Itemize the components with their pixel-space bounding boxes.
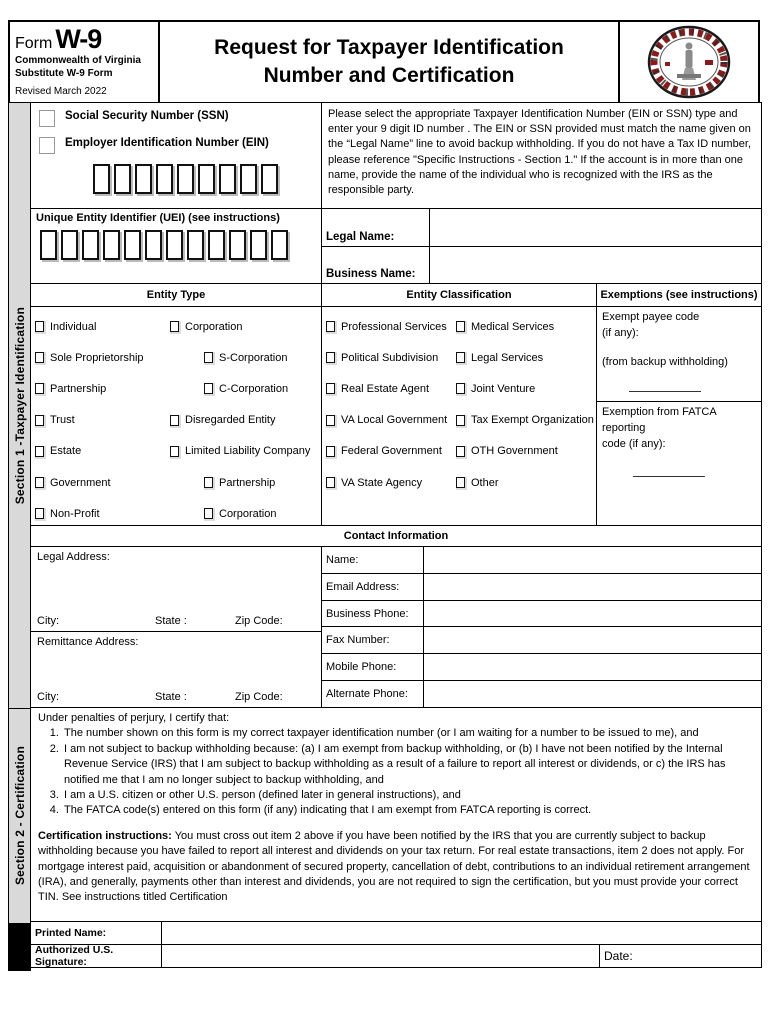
checkbox-icon[interactable] [326, 446, 335, 457]
entity-row [30, 283, 762, 526]
contact-row: Email Address: [322, 573, 761, 600]
certification-item: 1. The number shown on this form is my correct taxpayer identification number (or I am waiting for a number to be issued to me), and [62, 726, 754, 741]
form-title-line1: Request for Taxpayer Identification [214, 35, 564, 59]
zip-label: Zip Code: [235, 615, 283, 627]
tin-digit-box[interactable] [240, 164, 257, 194]
checkbox-icon[interactable] [35, 477, 44, 488]
entity-classification-option[interactable]: VA Local Government [326, 405, 456, 436]
legal-name-row [322, 209, 761, 246]
tin-digit-boxes [39, 164, 313, 194]
date-cell[interactable] [599, 945, 761, 967]
entity-classification-option[interactable]: Tax Exempt Organization [456, 405, 592, 436]
state-label: State : [155, 615, 187, 627]
remittance-address-cell[interactable] [31, 632, 321, 707]
entity-type-header: Entity Type [31, 284, 321, 307]
tin-select-box [30, 102, 322, 209]
entity-classification-option[interactable]: Other [456, 467, 592, 498]
contact-header: Contact Information [30, 525, 762, 547]
entity-type-option[interactable]: Sole Proprietorship [35, 342, 170, 373]
perjury-intro: Under penalties of perjury, I certify that: [38, 712, 230, 724]
printed-name-row [30, 921, 762, 945]
business-name-field[interactable] [430, 247, 761, 284]
ssn-label: Social Security Number (SSN) [65, 110, 229, 122]
checkbox-icon[interactable] [35, 508, 44, 519]
entity-classification-option[interactable]: Federal Government [326, 436, 456, 467]
names-box [321, 208, 762, 284]
fatca-line2: code (if any): [602, 437, 666, 450]
entity-type-option[interactable]: Partnership [35, 373, 170, 404]
entity-type-option[interactable]: Corporation [170, 311, 315, 342]
entity-classification-option[interactable]: Medical Services [456, 311, 592, 342]
checkbox-icon[interactable] [326, 477, 335, 488]
tin-instructions: Please select the appropriate Taxpayer Identification Number (EIN or SSN) type and enter your 9 digit ID number . The EIN or SSN provided must match the name given on the “Legal Name” line to avoid backup withholding. If you do not have a Tax ID number, please reference "Specific Instructions - Section 1." If the account is in more than one name, provide the name of the individual who is recognized with the IRS as the responsible party. [321, 102, 762, 209]
certification-item: 2. I am not subject to backup withholding because: (a) I am exempt from backup withholding, or (b) I have not been notified by the Internal Revenue Service (IRS) that I am subject to backup withholding as a result of a failure to report all interest or dividends, or c) the IRS has notified me that I am no longer subject to backup withholding, and [62, 742, 754, 788]
exempt-payee-box [597, 307, 761, 402]
entity-classification-option[interactable]: OTH Government [456, 436, 592, 467]
ssn-option [39, 110, 313, 127]
uei-box [30, 208, 322, 284]
checkbox-icon[interactable] [456, 446, 465, 457]
certification-item: 4. The FATCA code(s) entered on this form (if any) indicating that I am exempt from FATCA reporting is correct. [62, 803, 754, 818]
seal-box [618, 20, 760, 104]
entity-type-option[interactable]: Government [35, 467, 170, 498]
exempt-payee-line2: (if any): [602, 326, 639, 339]
uei-digit-box[interactable] [40, 230, 57, 260]
revision-date: Revised March 2022 [15, 86, 107, 97]
certification-row [30, 707, 762, 922]
w9-form [8, 20, 762, 972]
city-label: City: [37, 691, 59, 703]
entity-type-option[interactable]: Corporation [170, 498, 315, 529]
ssn-checkbox[interactable] [39, 110, 55, 127]
address-column [30, 546, 322, 708]
contact-fields [321, 546, 762, 708]
form-id-box [8, 20, 160, 104]
tin-digit-box[interactable] [156, 164, 173, 194]
checkbox-icon[interactable] [35, 383, 44, 394]
alternate-phone-field[interactable] [424, 681, 761, 707]
entity-classification-option[interactable]: Joint Venture [456, 373, 592, 404]
checkbox-icon[interactable] [170, 415, 179, 426]
entity-classification-table [321, 283, 597, 526]
signature-row [30, 944, 762, 968]
form-title-line2: Number and Certification [263, 64, 515, 87]
tin-digit-box[interactable] [198, 164, 215, 194]
entity-type-option[interactable]: Estate [35, 436, 170, 467]
uei-digit-box[interactable] [208, 230, 225, 260]
name-field[interactable] [424, 547, 761, 573]
contact-grid [30, 546, 762, 708]
virginia-seal-icon [637, 22, 741, 102]
business-name-row [322, 246, 761, 284]
checkbox-icon[interactable] [35, 352, 44, 363]
certification-text-box [30, 707, 762, 922]
certification-item: 3. I am a U.S. citizen or other U.S. person (defined later in general instructions), and [62, 788, 754, 803]
email-field[interactable] [424, 574, 761, 600]
fatca-line1: Exemption from FATCA reporting [602, 406, 717, 434]
fatca-box [597, 402, 761, 525]
entity-type-option[interactable]: Partnership [170, 467, 315, 498]
tin-digit-box[interactable] [135, 164, 152, 194]
remittance-address-label: Remittance Address: [37, 636, 139, 648]
zip-label: Zip Code: [235, 691, 283, 703]
checkbox-icon[interactable] [326, 415, 335, 426]
uei-digit-box[interactable] [124, 230, 141, 260]
certification-list [38, 726, 754, 818]
entity-type-option[interactable]: Trust [35, 405, 170, 436]
entity-classification-option[interactable]: Real Estate Agent [326, 373, 456, 404]
signature-section-marker [8, 923, 31, 971]
entity-type-option[interactable]: Individual [35, 311, 170, 342]
entity-type-option[interactable]: Disregarded Entity [170, 405, 315, 436]
entity-classification-option[interactable]: Legal Services [456, 342, 592, 373]
exempt-payee-line3: (from backup withholding) [602, 355, 728, 368]
checkbox-icon[interactable] [204, 508, 213, 519]
entity-type-option[interactable]: Non-Profit [35, 498, 170, 529]
business-name-label: Business Name: [322, 247, 430, 284]
exempt-payee-field[interactable] [629, 391, 701, 392]
certification-instructions [38, 829, 754, 906]
ein-option [39, 137, 313, 154]
checkbox-icon[interactable] [204, 477, 213, 488]
printed-name-label: Printed Name: [31, 922, 162, 944]
tin-digit-box[interactable] [93, 164, 110, 194]
state-label: State : [155, 691, 187, 703]
tin-digit-box[interactable] [261, 164, 278, 194]
uei-digit-boxes [36, 230, 316, 260]
fatca-code-field[interactable] [633, 476, 705, 477]
legal-address-label: Legal Address: [37, 551, 110, 563]
signature-field[interactable] [162, 945, 599, 967]
form-content [30, 102, 762, 968]
entity-type-option[interactable]: S-Corporation [170, 342, 315, 373]
business-phone-field[interactable] [424, 601, 761, 627]
entity-classification-header: Entity Classification [322, 284, 596, 307]
checkbox-icon[interactable] [326, 383, 335, 394]
printed-name-field[interactable] [162, 922, 761, 944]
uei-digit-box[interactable] [250, 230, 267, 260]
tin-digit-box[interactable] [114, 164, 131, 194]
entity-type-option[interactable]: C-Corporation [170, 373, 315, 404]
form-word: Form [15, 35, 53, 52]
checkbox-icon[interactable] [456, 477, 465, 488]
legal-address-cell[interactable] [31, 547, 321, 632]
fax-number-field[interactable] [424, 627, 761, 653]
contact-row: Alternate Phone: [322, 680, 761, 707]
certification-instructions-label: Certification instructions: [38, 829, 172, 842]
uei-digit-box[interactable] [82, 230, 99, 260]
contact-header-row [30, 525, 762, 547]
checkbox-icon[interactable] [170, 446, 179, 457]
ein-checkbox[interactable] [39, 137, 55, 154]
form-title [158, 20, 620, 104]
uei-digit-box[interactable] [166, 230, 183, 260]
entity-type-option[interactable]: Limited Liability Company [170, 436, 315, 467]
section2-label: Section 2 - Certification [12, 746, 27, 886]
section1-label: Section 1 -Taxpayer Identification [12, 306, 27, 505]
contact-row: Name: [322, 547, 761, 573]
date-label: Date: [604, 949, 633, 963]
checkbox-icon[interactable] [204, 383, 213, 394]
checkbox-icon[interactable] [326, 352, 335, 363]
uei-names-row [30, 208, 762, 284]
uei-digit-box[interactable] [187, 230, 204, 260]
org-line2: Substitute W-9 Form [15, 67, 113, 79]
section1-sidebar [8, 102, 31, 709]
tin-row [30, 102, 762, 209]
checkbox-icon[interactable] [456, 321, 465, 332]
uei-digit-box[interactable] [229, 230, 246, 260]
form-header [8, 20, 762, 104]
form-body [8, 102, 762, 972]
ein-label: Employer Identification Number (EIN) [65, 137, 269, 149]
legal-name-label: Legal Name: [322, 209, 430, 246]
tin-digit-box[interactable] [177, 164, 194, 194]
legal-name-field[interactable] [430, 209, 761, 246]
section2-sidebar [8, 708, 31, 924]
checkbox-icon[interactable] [35, 446, 44, 457]
tin-digit-box[interactable] [219, 164, 236, 194]
entity-classification-option[interactable]: Professional Services [326, 311, 456, 342]
checkbox-icon[interactable] [456, 415, 465, 426]
signature-label: Authorized U.S. Signature: [31, 945, 162, 967]
checkbox-icon[interactable] [170, 321, 179, 332]
mobile-phone-field[interactable] [424, 654, 761, 680]
entity-classification-option[interactable]: Political Subdivision [326, 342, 456, 373]
uei-digit-box[interactable] [271, 230, 288, 260]
checkbox-icon[interactable] [35, 321, 44, 332]
checkbox-icon[interactable] [35, 415, 44, 426]
certification-instructions-text: You must cross out item 2 above if you have been notified by the IRS that you are currently subject to backup withholding because you have failed to report all interest and dividends on your tax return. For real estate transactions, item 2 does not apply. For mortgage interest paid, acquisition or abandonment of secured property, cancellation of debt, contributions to an individual retirement arrangement (IRA), and generally, payments other than interest and dividends, you are not required to sign the certification, but you must provide your correct TIN. See instructions titled Certification [38, 829, 750, 904]
contact-row: Mobile Phone: [322, 653, 761, 680]
form-number: W-9 [55, 24, 102, 54]
checkbox-icon[interactable] [204, 352, 213, 363]
exemptions-table [596, 283, 762, 526]
uei-label: Unique Entity Identifier (UEI) (see instructions) [36, 212, 280, 224]
exemptions-header: Exemptions (see instructions) [597, 284, 761, 307]
org-line1: Commonwealth of Virginia [15, 55, 141, 66]
checkbox-icon[interactable] [326, 321, 335, 332]
uei-digit-box[interactable] [61, 230, 78, 260]
contact-row: Business Phone: [322, 600, 761, 627]
contact-row: Fax Number: [322, 626, 761, 653]
exempt-payee-line1: Exempt payee code [602, 311, 700, 323]
entity-type-table [30, 283, 322, 526]
checkbox-icon[interactable] [456, 352, 465, 363]
city-label: City: [37, 615, 59, 627]
uei-digit-box[interactable] [145, 230, 162, 260]
uei-digit-box[interactable] [103, 230, 120, 260]
entity-classification-option[interactable]: VA State Agency [326, 467, 456, 498]
checkbox-icon[interactable] [456, 383, 465, 394]
